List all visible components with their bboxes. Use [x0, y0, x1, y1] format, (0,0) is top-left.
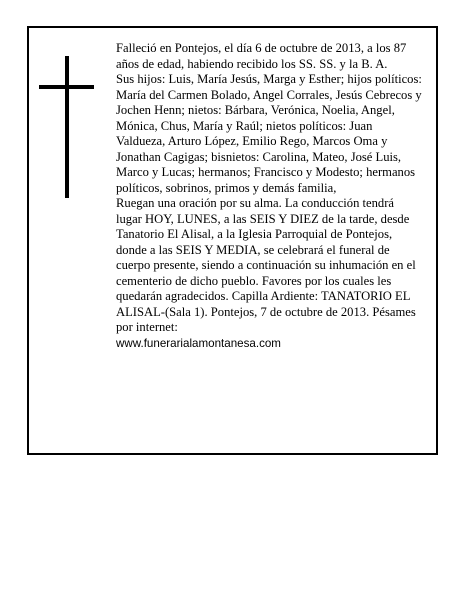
funeral-home-url: www.funerarialamontanesa.com [116, 336, 281, 350]
cross-vertical-bar [65, 56, 69, 198]
funeral-details: Ruegan una oración por su alma. La conducción tendrá lugar HOY, LUNES, a las SEIS Y DIEZ de la tarde, desde Tanatorio El Alisal, a la Iglesia Parroquial de Pontejos, donde a las SEIS Y MEDIA, se celebrará el funeral de cuerpo presente, siendo a continuación su inhumación en el cementerio de dicho pueblo. Favores por los cuales les quedarán agradecidos. Capilla Ardiente: TANATORIO EL ALISAL-(Sala 1). Pontejos, 7 de octubre de 2013. Pésames por internet: [116, 196, 416, 334]
family-list: Sus hijos: Luis, María Jesús, Marga y Esther; hijos políticos: María del Carmen Bolado, Angel Corrales, Jesús Cebrecos y Jochen Henn; nietos: Bárbara, Verónica, Noelia, Angel, Mónica, Chus, María y Raúl; nietos políticos: Juan Valdueza, Arturo López, Emilio Rego, Marcos Oma y Jonathan Cagigas; bisnietos: Carolina, Mateo, José Luis, Marco y Lucas; hermanos; Francisco y Modesto; hermanos políticos, sobrinos, primos y demás familia, [116, 72, 422, 195]
cross-icon [39, 56, 94, 198]
obituary-notice [27, 26, 438, 455]
notice-text [116, 41, 422, 351]
death-announcement: Falleció en Pontejos, el día 6 de octubre de 2013, a los 87 años de edad, habiendo recibido los SS. SS. y la B. A. [116, 41, 407, 71]
cross-horizontal-bar [39, 85, 94, 89]
